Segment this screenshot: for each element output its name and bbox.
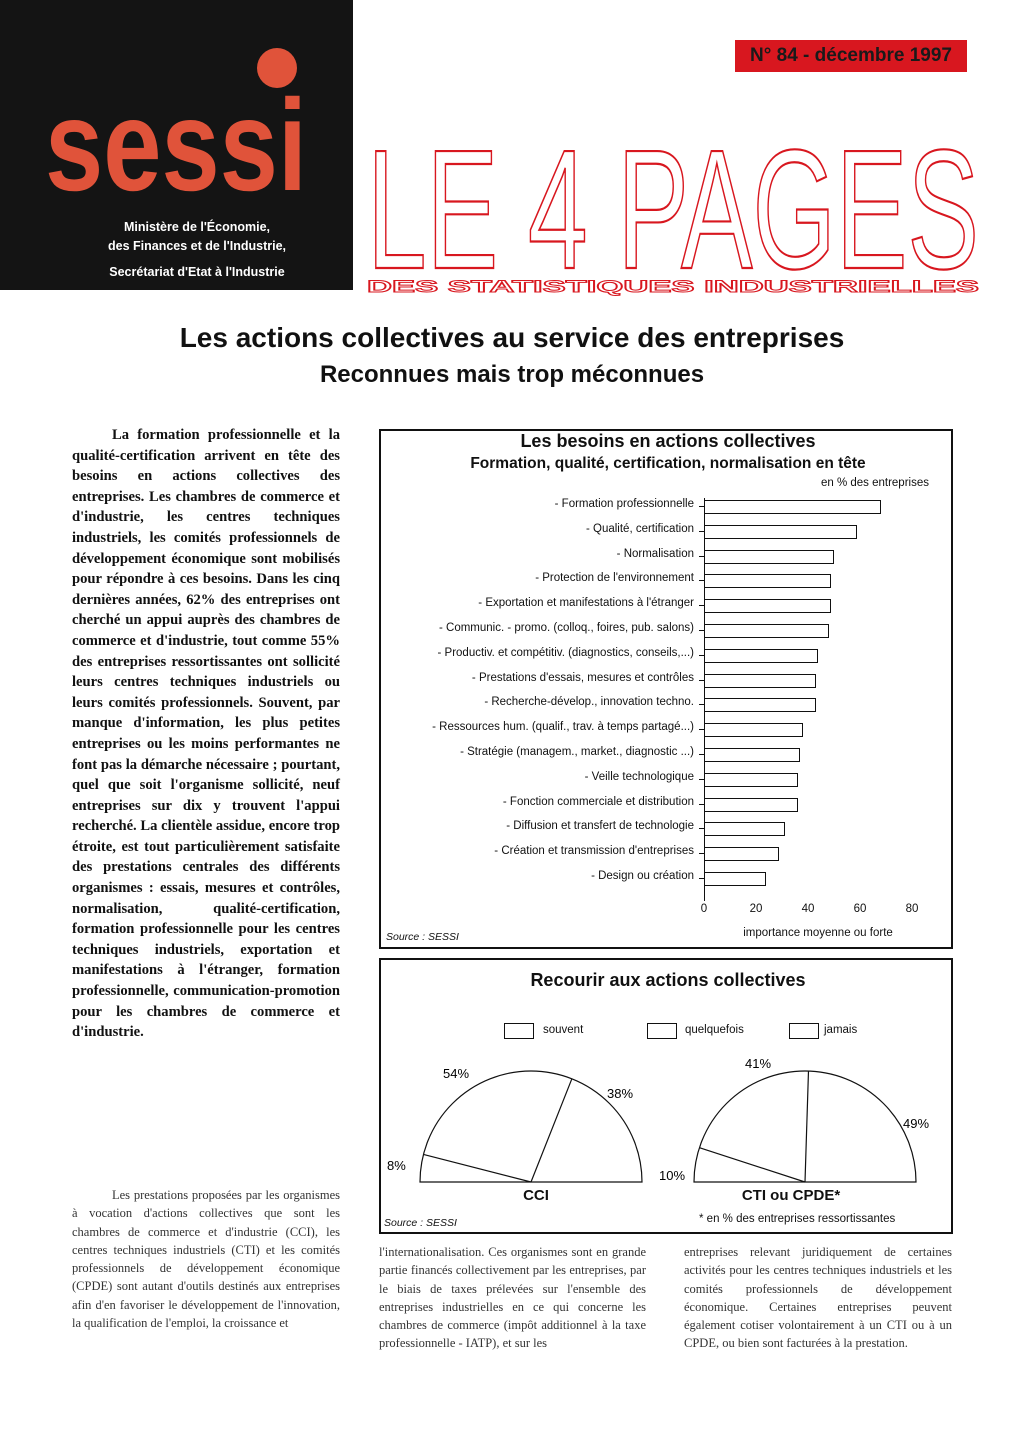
- masthead: [365, 115, 985, 305]
- category-label: - Qualité, certification: [585, 522, 694, 535]
- issue-badge: N° 84 - décembre 1997: [735, 40, 967, 72]
- category-label: - Ressources hum. (qualif., trav. à temps partagé...): [432, 721, 694, 734]
- pie-label-cti: CTI ou CPDE*: [741, 1187, 841, 1204]
- pie-label-cci: CCI: [523, 1187, 549, 1204]
- bar: [704, 525, 857, 539]
- svg-text:LE 4 PAGES: LE 4 PAGES: [367, 115, 979, 305]
- bar: [704, 624, 829, 638]
- category-label: - Productiv. et compétitiv. (diagnostics, conseils,...): [437, 646, 694, 659]
- category-label: - Diffusion et transfert de technologie: [506, 820, 694, 833]
- ministry-text: Ministère de l'Économie, des Finances et de l'Industrie, Secrétariat d'Etat à l'Industrie: [107, 220, 287, 279]
- slice-label: 54%: [443, 1066, 470, 1081]
- bar: [704, 574, 831, 588]
- chart-title: Recourir aux actions collectives: [530, 970, 806, 990]
- slice-label: 38%: [607, 1086, 634, 1101]
- bar: [704, 649, 818, 663]
- x-axis-label: importance moyenne ou forte: [743, 927, 893, 939]
- chart-title: Les besoins en actions collectives: [520, 431, 816, 451]
- bar: [704, 847, 779, 861]
- category-label: - Veille technologique: [584, 770, 694, 783]
- bar: [704, 550, 834, 564]
- slice-label: 49%: [903, 1116, 930, 1131]
- x-tick-label: 20: [749, 902, 763, 915]
- legend-label: quelquefois: [685, 1024, 744, 1036]
- category-label: - Recherche-dévelop., innovation techno.: [484, 696, 694, 709]
- half-pies: [381, 960, 951, 1232]
- bar: [704, 748, 800, 762]
- x-tick-label: 60: [853, 902, 867, 915]
- bar: [704, 822, 785, 836]
- bar: [704, 500, 881, 514]
- bar: [704, 674, 816, 688]
- needs-bar-chart: [379, 429, 953, 949]
- category-label: - Formation professionnelle: [554, 498, 694, 510]
- svg-text:DES STATISTIQUES INDUSTRIELLES: DES STATISTIQUES INDUSTRIELLES: [367, 277, 979, 296]
- page-subtitle: Reconnues mais trop méconnues: [319, 361, 705, 388]
- half-pie: [387, 1066, 642, 1182]
- bar: [704, 872, 766, 886]
- category-label: - Prestations d'essais, mesures et contrôles: [471, 671, 694, 684]
- body-column-3: entreprises relevant juridiquement de certaines activités pour les centres techniques industriels et les comités professionnels de développement économique. Certaines entreprises peuvent également cotiser volontairement à un CTI ou à un CPDE, ou bien sont facturées à la prestation.: [684, 1245, 952, 1351]
- slice-label: 8%: [387, 1158, 406, 1173]
- bar: [704, 723, 803, 737]
- lead-paragraph: La formation professionnelle et la qualité-certification arrivent en tête des besoins en actions collectives des entreprises. Les chambres de commerce et d'industrie, les centres techniques industriels, les comités professionnels de développement économique sont mobilisés pour répondre à ces besoins. Dans les cinq dernières années, 62% des entreprises ont cherché un appui auprès des chambres de commerce et d'industrie, tout comme 55% des entreprises ressortissantes ont sollicité leurs centres techniques industriels ou leurs comités professionnels. Souvent, par manque d'information, les plus petites entreprises ou les moins performantes ne font pas la démarche nécessaire ; pourtant, quel que soit l'organisme sollicité, neuf entreprises sur dix y trouvent l'appui recherché. La clientèle assidue, encore trop étroite, est tout particulièrement satisfaite des prestations centrales des différents organismes : essais, mesures et contrôles, normalisation, qualité-certification, formation professionnelle pour les centres techniques industriels, exportation et manifestations à l'étranger, formation professionnelle, communication-promotion pour les chambres de commerce et d'industrie.: [72, 427, 340, 1041]
- slice-label: 10%: [659, 1168, 686, 1183]
- chart-source: Source : SESSI: [386, 931, 459, 943]
- chart-subtitle: Formation, qualité, certification, normalisation en tête: [470, 455, 866, 472]
- category-label: - Création et transmission d'entreprises: [494, 845, 694, 858]
- recourse-pie-chart: [379, 958, 953, 1234]
- category-label: - Protection de l'environnement: [535, 572, 694, 585]
- category-label: - Fonction commerciale et distribution: [502, 795, 694, 808]
- x-tick-label: 40: [801, 902, 815, 915]
- x-tick-label: 0: [700, 902, 708, 915]
- bar: [704, 773, 798, 787]
- bar: [704, 698, 816, 712]
- half-pie: [659, 1056, 929, 1183]
- bar: [704, 798, 798, 812]
- body-column-2: l'internationalisation. Ces organismes sont en grande partie financés collectivement par les entreprises, par le biais de taxes prélevées sur l'ensemble des entreprises industrielles en ce qui concerne les chambres de commerce (impôt additionnel à la taxe professionnelle - IATP), et sur les: [379, 1245, 646, 1351]
- slice-label: 41%: [745, 1056, 772, 1071]
- unit-note: en % des entreprises: [820, 477, 929, 489]
- category-label: - Stratégie (managem., market., diagnostic ...): [460, 746, 694, 758]
- category-label: - Normalisation: [616, 547, 694, 560]
- x-tick-label: 80: [905, 902, 919, 915]
- category-label: - Design ou création: [591, 870, 694, 882]
- body-column-1: Les prestations proposées par les organismes à vocation d'actions collectives que sont les chambres de commerce et d'industrie (CCI), les centres techniques industriels (CTI) et les comités professionnels de développement économique (CPDE) sont autant d'outils destinés aux entreprises afin d'en favoriser le développement de l'innovation, la qualification de l'emploi, la croissance et: [72, 1188, 340, 1331]
- category-label: - Exportation et manifestations à l'étranger: [478, 597, 694, 610]
- category-label: - Communic. - promo. (colloq., foires, pub. salons): [438, 622, 694, 634]
- legend-label: jamais: [824, 1024, 858, 1036]
- footnote: * en % des entreprises ressortissantes: [699, 1213, 896, 1225]
- svg-text:sessi: sessi: [45, 72, 307, 218]
- chart-source: Source : SESSI: [384, 1217, 457, 1229]
- sessi-logo: [45, 40, 315, 218]
- bar: [704, 599, 831, 613]
- legend-label: souvent: [543, 1024, 584, 1036]
- page-title: Les actions collectives au service des entreprises: [179, 322, 845, 353]
